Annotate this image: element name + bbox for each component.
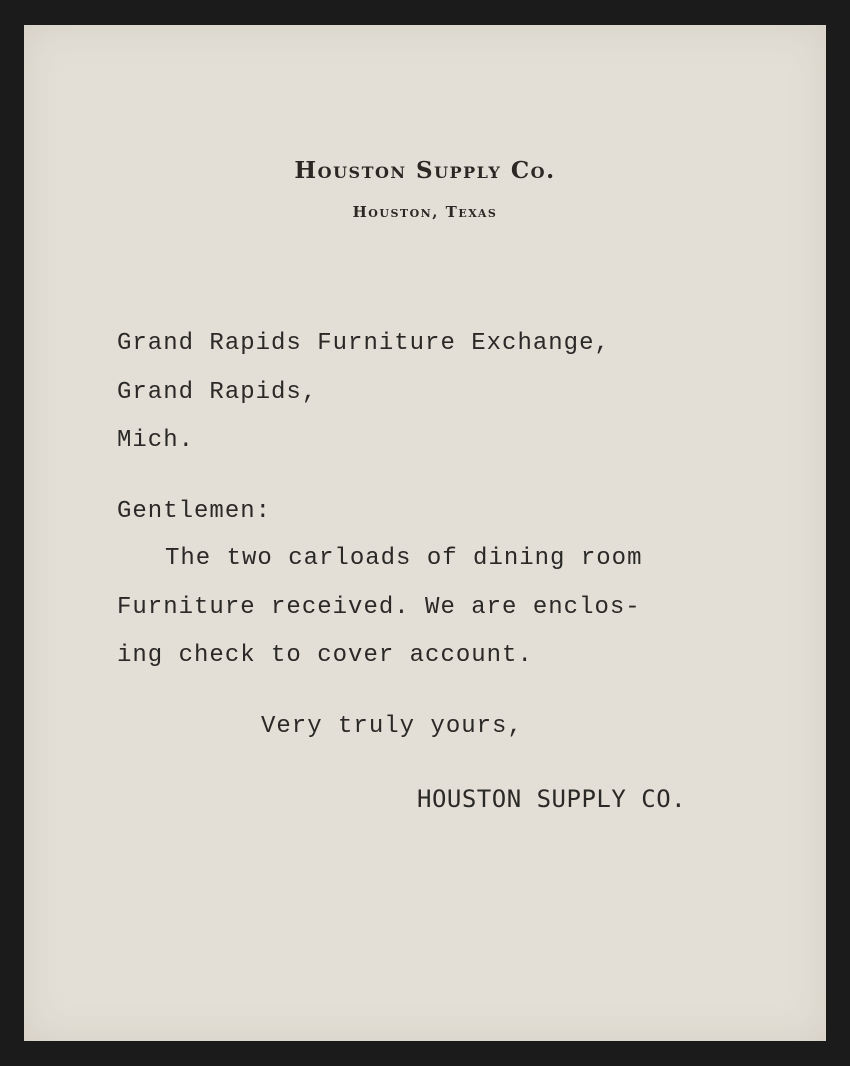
letterhead-location: Houston, Texas [352, 203, 498, 221]
salutation: Gentlemen: [117, 498, 272, 525]
recipient-line-2: Grand Rapids, [117, 379, 318, 406]
body-line-1: The two carloads of dining room [165, 545, 643, 572]
signature: HOUSTON SUPPLY CO. [417, 785, 687, 813]
body-line-2: Furniture received. We are enclos- [117, 594, 641, 621]
body-line-3: ing check to cover account. [117, 642, 533, 669]
closing: Very truly yours, [261, 713, 523, 740]
letterhead-company-name: Houston Supply Co. [294, 157, 556, 184]
recipient-line-1: Grand Rapids Furniture Exchange, [117, 330, 610, 357]
recipient-line-3: Mich. [117, 427, 195, 454]
letter-sheet [24, 25, 826, 1041]
